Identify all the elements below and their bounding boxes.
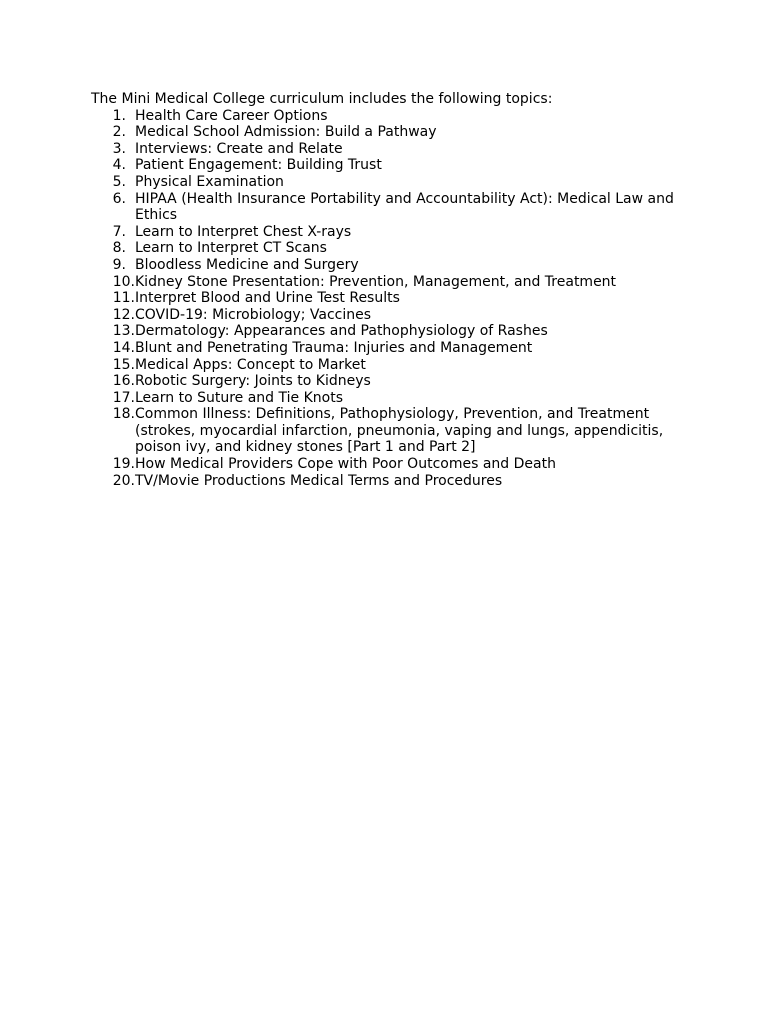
document-body: [91, 91, 681, 489]
topic-number: 15.: [112, 356, 135, 373]
topic-text: TV/Movie Productions Medical Terms and Procedures: [135, 472, 503, 489]
topic-number: 19.: [112, 456, 135, 473]
topic-text: Robotic Surgery: Joints to Kidneys: [135, 373, 371, 390]
topic-text: Kidney Stone Presentation: Prevention, Management, and Treatment: [135, 273, 617, 290]
topic-item: [91, 323, 681, 340]
topic-text: Interviews: Create and Relate: [135, 140, 343, 157]
topic-text: Medical Apps: Concept to Market: [135, 356, 366, 373]
topic-item: [91, 224, 681, 241]
topic-text: Blunt and Penetrating Trauma: Injuries and Management: [135, 339, 533, 356]
topic-number: 13.: [112, 323, 135, 340]
topic-item: [91, 191, 681, 224]
topic-number: 16.: [112, 373, 135, 390]
topic-text: Patient Engagement: Building Trust: [135, 157, 382, 174]
topic-text: Learn to Interpret CT Scans: [135, 240, 327, 257]
topic-text: Physical Examination: [135, 173, 284, 190]
topic-number: 1.: [112, 107, 126, 124]
topic-item: [91, 157, 681, 174]
topic-item: [91, 406, 681, 456]
topic-number: 6.: [112, 190, 126, 207]
topic-number: 3.: [112, 140, 126, 157]
topic-text: Dermatology: Appearances and Pathophysiology of Rashes: [135, 323, 548, 340]
topic-item: [91, 357, 681, 374]
topic-item: [91, 274, 681, 291]
topic-item: [91, 307, 681, 324]
topic-number: 10.: [112, 273, 135, 290]
topic-number: 17.: [112, 389, 135, 406]
topic-number: 7.: [112, 223, 126, 240]
topic-item: [91, 456, 681, 473]
topic-item: [91, 240, 681, 257]
topic-number: 9.: [112, 256, 126, 273]
topic-item: [91, 141, 681, 158]
topic-list: [91, 108, 681, 490]
topic-item: [91, 290, 681, 307]
topic-number: 2.: [112, 124, 126, 141]
topic-text: Learn to Suture and Tie Knots: [135, 389, 343, 406]
topic-number: 20.: [112, 472, 135, 489]
topic-text: Health Care Career Options: [135, 107, 328, 124]
intro-paragraph: The Mini Medical College curriculum includes the following topics:: [91, 91, 553, 107]
topic-number: 5.: [112, 173, 126, 190]
topic-item: [91, 124, 681, 141]
topic-number: 14.: [112, 339, 135, 356]
topic-item: [91, 174, 681, 191]
topic-number: 18.: [112, 406, 135, 423]
topic-item: [91, 373, 681, 390]
topic-text: COVID-19: Microbiology; Vaccines: [135, 306, 372, 323]
topic-number: 12.: [112, 306, 135, 323]
topic-text: Learn to Interpret Chest X-rays: [135, 223, 352, 240]
topic-item: [91, 473, 681, 490]
topic-item: [91, 340, 681, 357]
topic-item: [91, 390, 681, 407]
topic-number: 8.: [112, 240, 126, 257]
topic-text: HIPAA (Health Insurance Portability and Accountability Act): Medical Law and Ethics: [135, 190, 674, 224]
topic-text: Interpret Blood and Urine Test Results: [135, 290, 400, 307]
topic-number: 11.: [112, 290, 135, 307]
topic-item: [91, 257, 681, 274]
topic-text: Common Illness: Definitions, Pathophysiology, Prevention, and Treatment (strokes, myocardial infarction, pneumonia, vaping and lungs, appendicitis, poison ivy, and kidney stones [Part 1 and Part 2]: [135, 406, 664, 456]
topic-item: [91, 108, 681, 125]
topic-text: Bloodless Medicine and Surgery: [135, 256, 359, 273]
topic-text: How Medical Providers Cope with Poor Outcomes and Death: [135, 456, 556, 473]
topic-number: 4.: [112, 157, 126, 174]
topic-text: Medical School Admission: Build a Pathway: [135, 124, 437, 141]
